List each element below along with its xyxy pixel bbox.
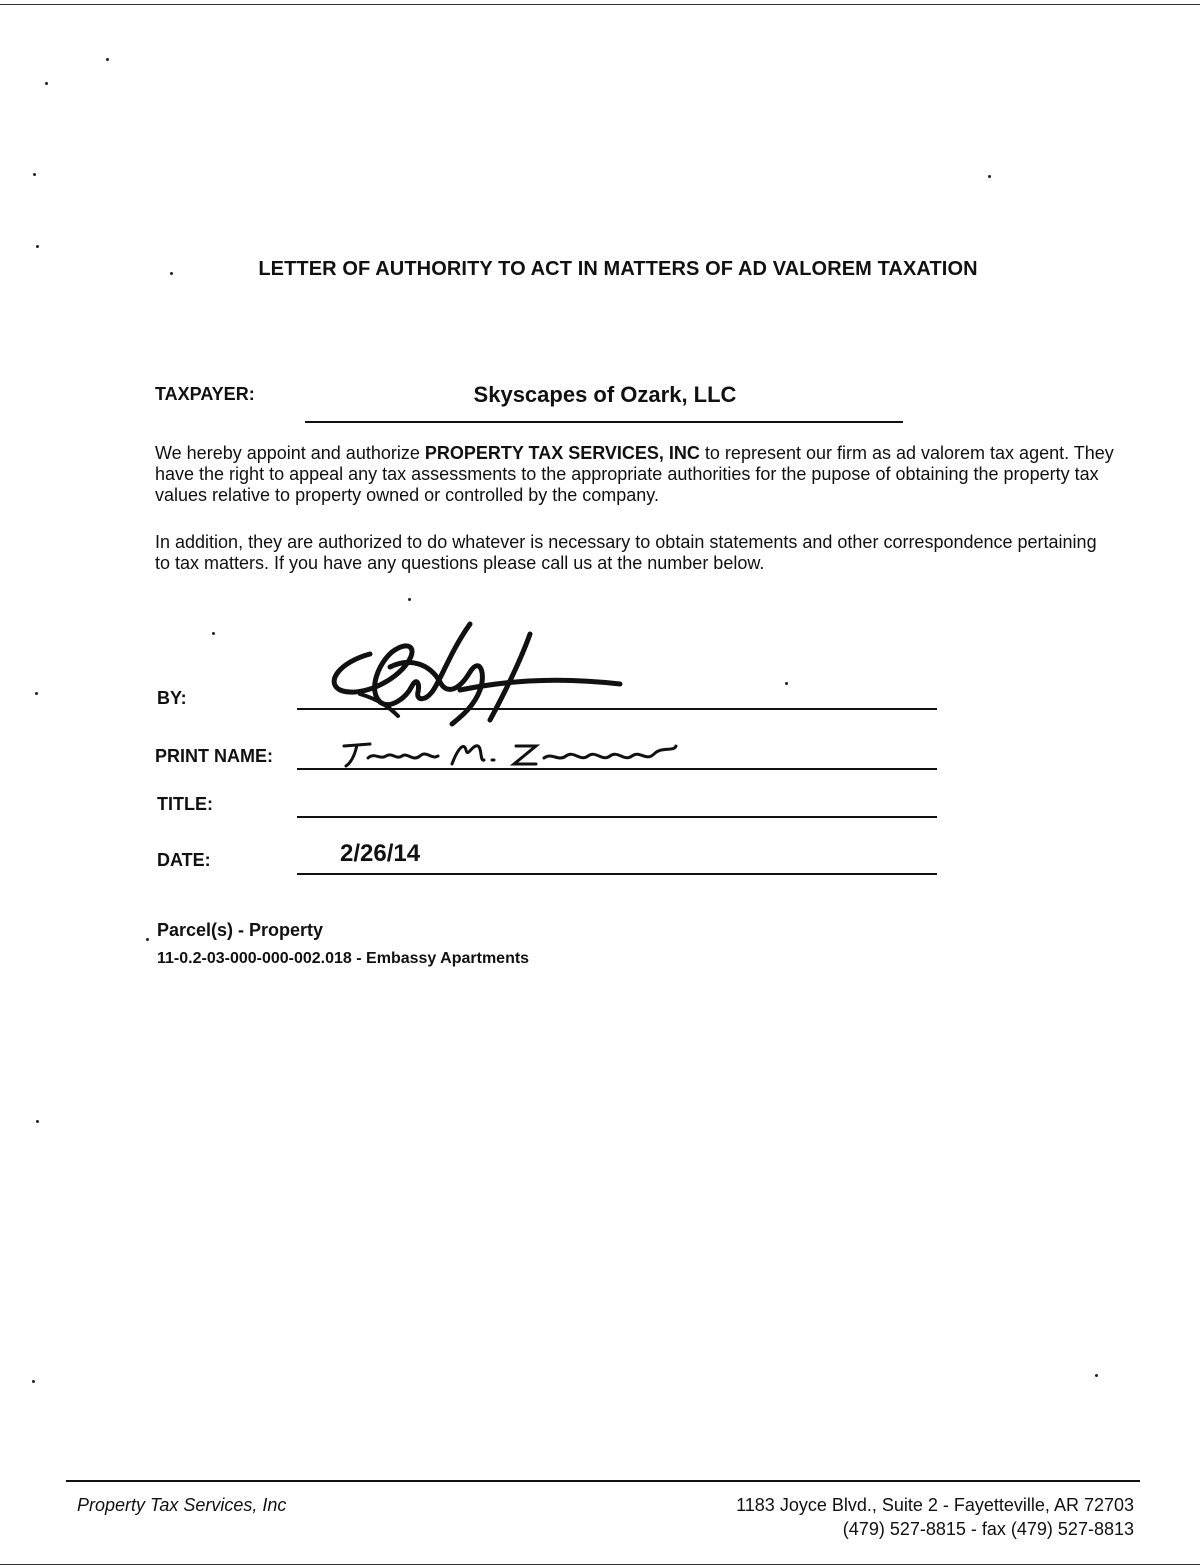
- footer-phone-fax: (479) 527-8815 - fax (479) 527-8813: [842, 1519, 1134, 1539]
- paragraph1-body: to represent our firm as ad valorem tax agent. They have the right to appeal any tax assessments to the appropriate authorities for the pupose of obtaining the property tax values relative to property owned or controlled by the company.: [155, 443, 1114, 505]
- page-top-edge: [0, 4, 1200, 5]
- scan-speck: [35, 692, 38, 695]
- page-bottom-edge: [0, 1564, 1200, 1565]
- scan-speck: [988, 175, 991, 178]
- signature-mark: [320, 612, 650, 732]
- parcels-heading: Parcel(s) - Property: [157, 920, 324, 940]
- handwritten-print-name: [340, 736, 685, 772]
- scan-speck: [36, 1120, 39, 1123]
- scan-speck: [33, 173, 36, 176]
- document-title: LETTER OF AUTHORITY TO ACT IN MATTERS OF AD VALOREM TAXATION: [258, 258, 978, 280]
- taxpayer-label: TAXPAYER:: [155, 384, 255, 404]
- scan-speck: [408, 598, 411, 601]
- agent-company-name: PROPERTY TAX SERVICES, INC: [424, 443, 700, 463]
- footer-address: 1183 Joyce Blvd., Suite 2 - Fayetteville, AR 72703: [736, 1495, 1134, 1515]
- by-signature-line: [297, 708, 937, 710]
- taxpayer-name: Skyscapes of Ozark, LLC: [473, 382, 737, 407]
- additional-authority-paragraph: In addition, they are authorized to do whatever is necessary to obtain statements and other correspondence pertaining to tax matters. If you have any questions please call us at the number below.: [155, 532, 1097, 573]
- scan-speck: [785, 682, 788, 685]
- scan-speck: [146, 938, 149, 941]
- scan-speck: [106, 58, 109, 61]
- by-label: BY:: [157, 688, 187, 708]
- scan-speck: [32, 1380, 35, 1383]
- print-name-line: [297, 768, 937, 770]
- paragraph1-intro: We hereby appoint and authorize: [155, 443, 425, 463]
- scan-speck: [1095, 1374, 1098, 1377]
- footer-company: Property Tax Services, Inc: [77, 1495, 287, 1515]
- date-label: DATE:: [157, 850, 211, 870]
- footer-contact: [736, 1493, 1134, 1541]
- print-name-label: PRINT NAME:: [155, 746, 273, 766]
- footer-divider: [66, 1480, 1140, 1482]
- taxpayer-underline: [305, 421, 903, 423]
- authorization-paragraph: [155, 443, 1115, 506]
- scan-speck: [45, 82, 48, 85]
- parcel-entry: 11-0.2-03-000-000-002.018 - Embassy Apartments: [157, 950, 530, 967]
- scan-speck: [36, 245, 39, 248]
- date-line: [297, 873, 937, 875]
- scan-speck: [212, 632, 215, 635]
- title-label: TITLE:: [157, 794, 213, 814]
- date-value: 2/26/14: [340, 840, 421, 867]
- title-line: [297, 816, 937, 818]
